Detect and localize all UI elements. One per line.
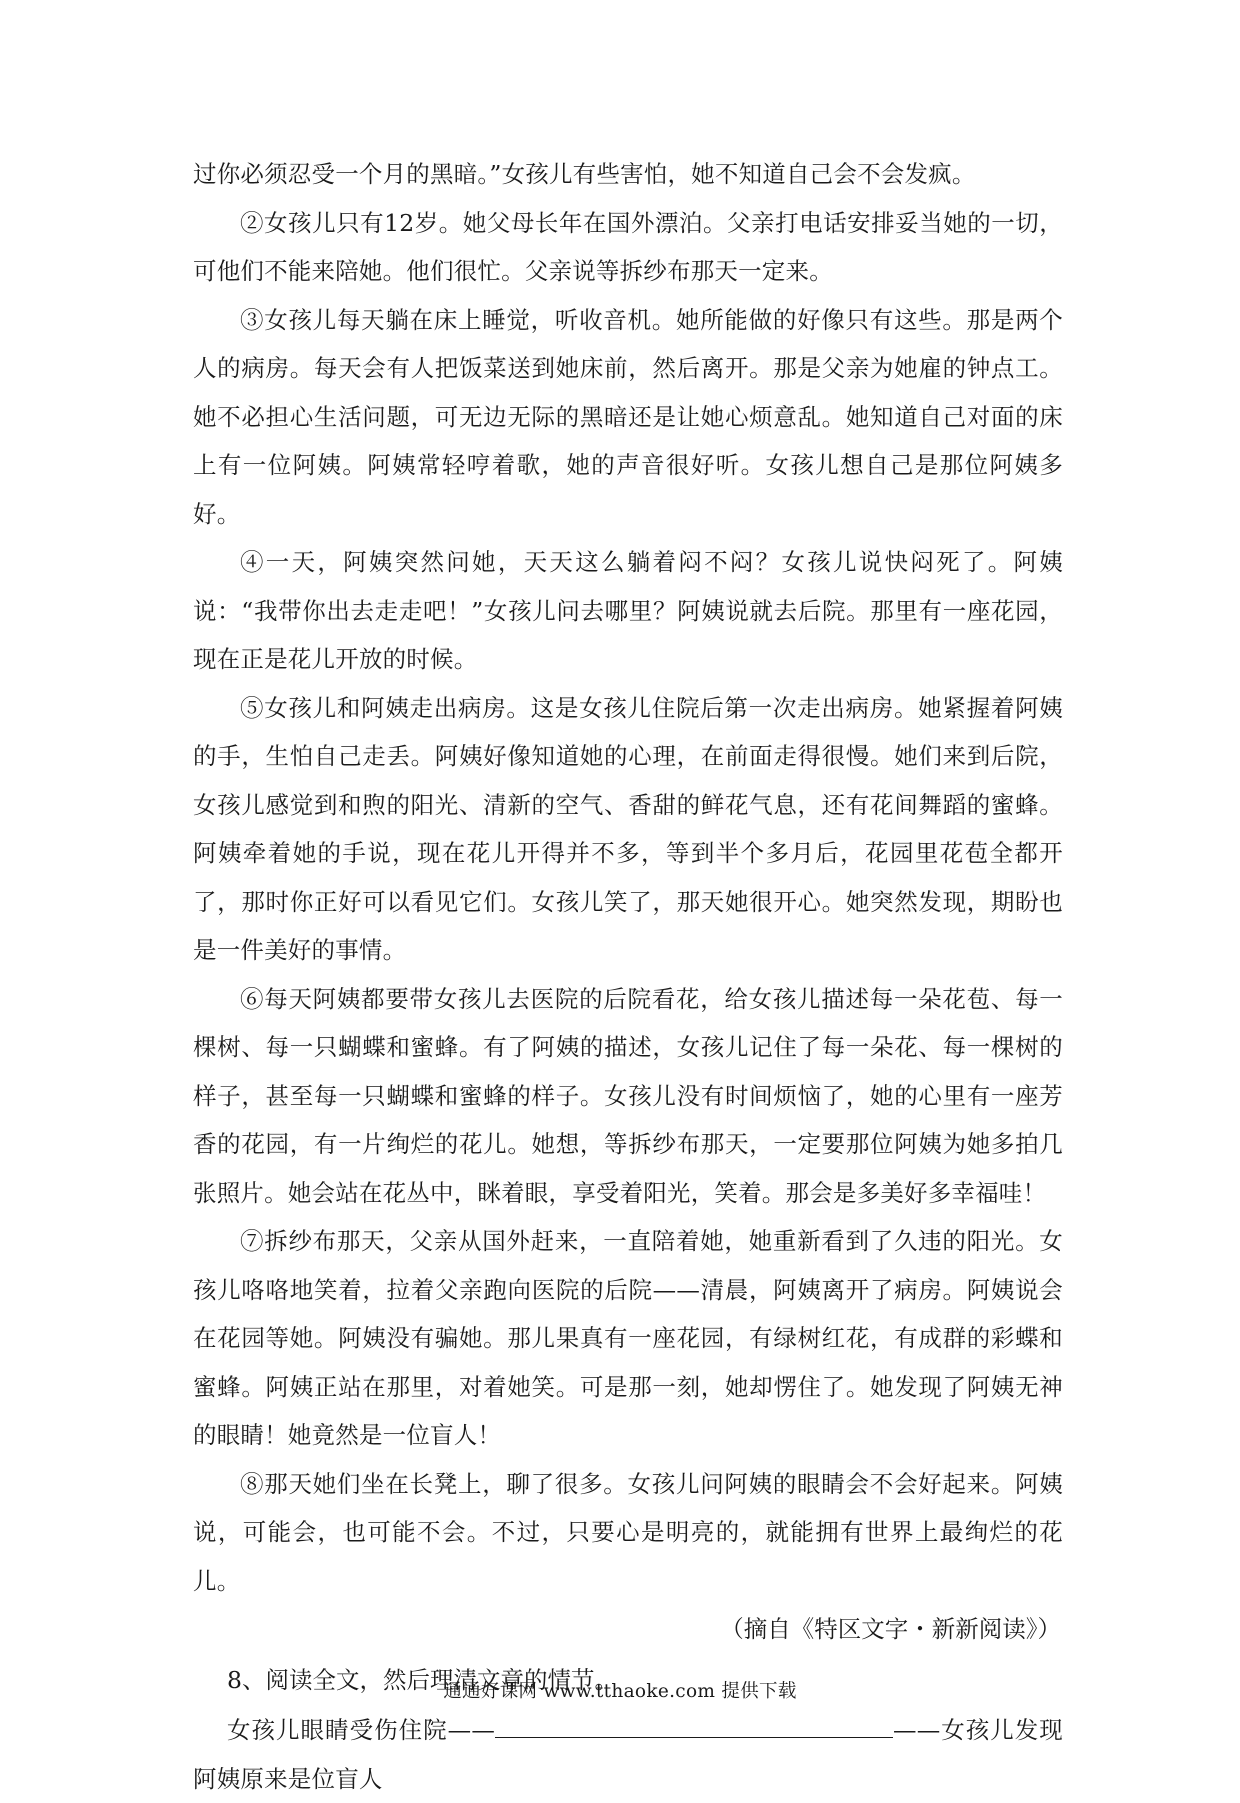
answer-blank[interactable] — [495, 1715, 893, 1738]
plot-end-text: ——女孩儿发现阿姨原来是位盲人 — [193, 1716, 1063, 1793]
passage-paragraph-2: ②女孩儿只有12岁。她父母长年在国外漂泊。父亲打电话安排妥当她的一切，可他们不能来陪她。他们很忙。父亲说等拆纱布那天一定来。 — [193, 208, 1063, 285]
question-8-answer-line — [193, 1706, 1063, 1803]
passage-paragraph-8: ⑧那天她们坐在长凳上，聊了很多。女孩儿问阿姨的眼睛会不会好起来。阿姨说，可能会，也可能不会。不过，只要心是明亮的，就能拥有世界上最绚烂的花儿。 — [193, 1469, 1063, 1595]
reading-passage — [193, 150, 1063, 1803]
passage-paragraph-4: ④一天，阿姨突然问她，天天这么躺着闷不闷？女孩儿说快闷死了。阿姨说：“我带你出去走走吧！”女孩儿问去哪里？阿姨说就去后院。那里有一座花园，现在正是花儿开放的时候。 — [193, 548, 1063, 673]
passage-paragraph-3: ③女孩儿每天躺在床上睡觉，听收音机。她所能做的好像只有这些。那是两个人的病房。每天会有人把饭菜送到她床前，然后离开。那是父亲为她雇的钟点工。她不必担心生活问题，可无边无际的黑暗还是让她心烦意乱。她知道自己对面的床上有一位阿姨。阿姨常轻哼着歌，她的声音很好听。女孩儿想自己是那位阿姨多好。 — [193, 305, 1063, 528]
question-8-prompt: 8、阅读全文，然后理清文章的情节。 — [227, 1665, 618, 1694]
passage-paragraph-6: ⑥每天阿姨都要带女孩儿去医院的后院看花，给女孩儿描述每一朵花苞、每一棵树、每一只蝴蝶和蜜蜂。有了阿姨的描述，女孩儿记住了每一朵花、每一棵树的样子，甚至每一只蝴蝶和蜜蜂的样子。女孩儿没有时间烦恼了，她的心里有一座芳香的花园，有一片绚烂的花儿。她想，等拆纱布那天，一定要那位阿姨为她多拍几张照片。她会站在花丛中，眯着眼，享受着阳光，笑着。那会是多美好多幸福哇！ — [193, 984, 1063, 1207]
source-citation: （摘自《特区文字・新新阅读》） — [720, 1615, 1061, 1643]
page-footer: 通通好课网 www.tthaoke.com 提供下载 — [443, 1681, 797, 1702]
passage-paragraph-1-continued: 过你必须忍受一个月的黑暗。”女孩儿有些害怕，她不知道自己会不会发疯。 — [193, 160, 976, 188]
passage-paragraph-7: ⑦拆纱布那天，父亲从国外赶来，一直陪着她，她重新看到了久违的阳光。女孩儿咯咯地笑着，拉着父亲跑向医院的后院——清晨，阿姨离开了病房。阿姨说会在花园等她。阿姨没有骗她。那儿果真有一座花园，有绿树红花，有成群的彩蝶和蜜蜂。阿姨正站在那里，对着她笑。可是那一刻，她却愣住了。她发现了阿姨无神的眼睛！她竟然是一位盲人！ — [193, 1227, 1063, 1449]
passage-paragraph-5: ⑤女孩儿和阿姨走出病房。这是女孩儿住院后第一次走出病房。她紧握着阿姨的手，生怕自己走丢。阿姨好像知道她的心理，在前面走得很慢。她们来到后院，女孩儿感觉到和煦的阳光、清新的空气、香甜的鲜花气息，还有花间舞蹈的蜜蜂。阿姨牵着她的手说，现在花儿开得并不多，等到半个多月后，花园里花苞全都开了，那时你正好可以看见它们。女孩儿笑了，那天她很开心。她突然发现，期盼也是一件美好的事情。 — [193, 693, 1063, 964]
plot-start-text: 女孩儿眼睛受伤住院—— — [227, 1716, 496, 1744]
